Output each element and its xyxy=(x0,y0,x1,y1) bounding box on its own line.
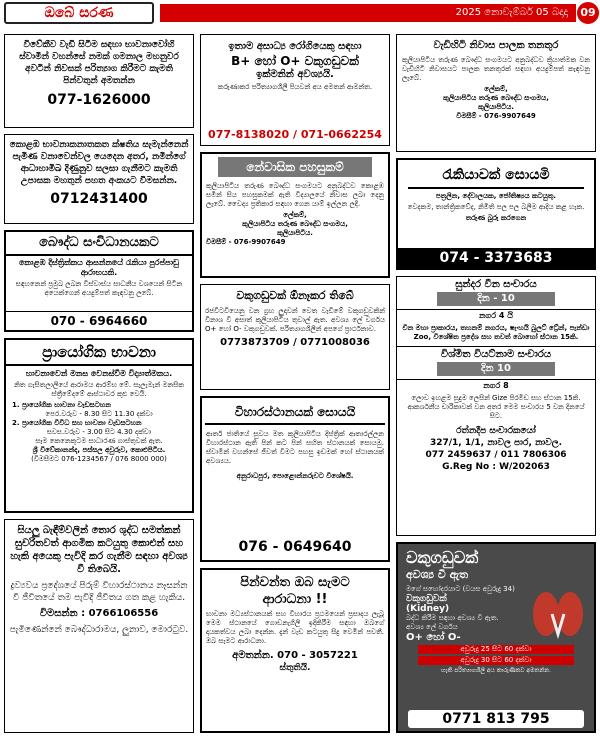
ad-seeking-job: රැකියාවක් සොයමි පත්‍රලින, දේවාලයක, ජෝතිෂ්‍යය කටයුතු. වෙදකම, තාන්ත්‍රිකවේද, නිමිති පල පල බලීම ආදිය කළ හැක. තරුණ බුරු කරගෙන 074 - 3373683 xyxy=(396,158,596,270)
ad-buddhist-org-job: බෞද්ධ සංවිධානයකට කොළඹ දිස්ත්‍රික්කය ආසන්නයේ රැකියා පුරප්පාඩු ආරාභයකි. සඳහනෙන් ප්‍රමුඛ ලබන විස්වාස්ය සාධනීය වශයෙන් සිටින අයෙක්ගෙන් අයදුම්පත් කැඳවනු ලබේ. 070 - 6964660 xyxy=(4,230,194,332)
ad-phone: 0712431400 xyxy=(50,191,148,207)
ad-phone: 0773873709 / 0771008036 xyxy=(220,337,370,348)
ad-kidney-brother: වකුගඩුවක් අවශ්‍ය වී ඇත මගේ සහෝදරයාට (වයස අවුරුදු 34) වකුගඩුවක් (Kidney) බද්ධ කිරීම සඳහා අවශ්‍ය වී ඇත. අවශ්‍ය ලේ වර්ගය O+ හෝ O- අවුරුදු 25 සිට 60 දක්වා අවුරුදු 30 සිට 60 දක්වා හැකි පරිත්‍යාගශීලී අය කාරුණිකව අමතන්න. 0771 813 795 xyxy=(396,542,596,733)
ad-phone: 076 - 0649640 xyxy=(238,539,352,555)
ad-phone: 074 - 3373683 xyxy=(398,248,594,268)
ad-phone: 077 2459637 / 011 7806306 xyxy=(425,450,567,460)
ad-kidney-patient: ඉතාම අසාධ්‍ය රෝගියෙකු සඳහා B+ හෝ O+ වකුගඩුවක් ඉක්මනින් අවශ්‍යයි. කරුණාකර පරිත්‍යාගශීලී පියවන් අය අමතන් ආමන්ත. 077-8138020 / 071-0662254 xyxy=(200,34,390,146)
kidney-icon xyxy=(530,584,586,644)
ad-phone: අමතන්න. 070 - 3057221 xyxy=(232,650,358,661)
ad-travel-tours: සුන්දර වීන සංචාරය දින - 10 නගර 4 යි චීන මහා ප්‍රාකාරය, තහනම් නගරය, ෂැංහයි බුලට් ට්‍රේන්, පැන්ඩා Zoo, විශේෂිත ප්‍රදේශ සහ තවත් බොහෝ ස්ථාන 15කි. විශ්මිත වියට්නාම සංචාරය දින 10 නගර 8 ලොව ඉහළම සුදුම ලෙසින් Gize පිරමීඩ සහ ස්ථාන 15කි. ආකර්ශනීය චාරිකාවක් වන අතර මෙම සංචාරය 5 වන දිනයේ සිට. රත්නදීප සංචාරකයෝ 327/1, 1/1, නාවල පාර, නාවල. 077 2459637 / 011 7806306 G.Reg No : W/202063 xyxy=(396,276,596,536)
page-header xyxy=(0,0,600,26)
ad-meditation-center: කොළඹ භාවනාකනාතකත ක්ෂතිය සැමැන්නෙන් පැමිණ වනාවෙන්වල යෙදෙන අතර, නමින්ගේ ආධාහාමිඛ දිණුනුව සලසා ගැනීමට කැමති උපාසක මහතුන් පහත අංකයට විමසන්න. 0712431400 xyxy=(4,134,194,224)
ad-phone: විමසීම් - 076-9907649 xyxy=(206,238,286,246)
ad-phone: 077-1626000 xyxy=(47,92,151,108)
ad-phone: 077-8138020 / 071-0662254 xyxy=(208,128,382,141)
ad-invitation: පින්වන්ත ඔබ සැමට ආරාධනා !! භාවනා මධ්‍යස්ථානයක් සහ විහාරය ප්‍රථමයෙන් ප්‍රසාදය ලැබූ මෙම ස්ථානයේ ගොඩනැගිලි ඉදිකිරීම සඳහා ඔබගේ දායකත්වය ලබා දෙන්න. දැන් වැඩ කටයුතු සිදු වෙමින් පවතී. ඔබ සැමට ආරාධනා. අමතන්න. 070 - 3057221 ස්තුතියි. xyxy=(200,568,390,733)
ad-ordination: සියලු බැඳීම්වලින් තොර ශුද්ධ සමත්කන් සුචරිතවත් ආගමික කටයුතු කොළුන් සහ හැකි අයෙකු පැවිදි කර ගැනීම සඳහා අවශ්‍ය වී තිබෙයි. ද්‍රව්‍යවය ප්‍රදේශයේ පිරුම් විහාරස්ථානය නෑසන්න වී ජීවිතයේ තම පැවිදි ජීවිතය ගත කළ හැකිය. විමසන්න : 0766106556 පැමිණෙන්නේ බෞද්ධාරාමය, ලුනාව, මොරටුව. xyxy=(4,519,194,733)
newspaper-logo: ඔබේ සරණ xyxy=(4,2,154,24)
ad-phone: විමසන්න : 0766106556 xyxy=(39,608,159,619)
ad-phone: 070 - 6964660 xyxy=(6,311,192,330)
ad-phone: විමසීම් - 076-9907649 xyxy=(456,112,536,120)
ad-practical-meditation: ප්‍රායෝගික භාවනා භාවනාවෙන් මනස වෙනස්වීම විද්‍යාත්මකය. නිත ගැසිතලාලියේ ආරාමය ආරම්භ මේ. සැලැමැන් මනසික ස්ත්‍රීමේදමේ ආස්ථාවර කුළු වෙයි. 1. ප්‍රායෝගික භාවනා වැඩසටහන පෙර.වරුව - 8.30 සිට 11.30 දක්වා 2. ප්‍රායෝගික විවිධ සහ භාවනා වැඩසටහන සවස.වරුව - 3.00 සිට 4.30 දක්වා සෑම කෙනෙකුටම සාධාරණ ගාස්තුවක් ඇත. ශ්‍රී විවේකානන්ද, පස්සල අවුරුව, කොළුපිටිය. (විමසීමට 076-1234567 / 076 8000 000) xyxy=(4,338,194,513)
ad-monk-house: විවේකීව වැඩි සිටීම සඳහා භාවනාවෝහි ස්වාමීන් වහන්සේ නමක් ගමනාල මහනුවර අවටින් නිවසක් පරිත්‍යාග කිරීමට කැමති පින්වතුන් අමතන්න 077-1626000 xyxy=(4,34,194,128)
ad-elders-home-manager: වැඩිහිටි නිවාස පාලක තනතුර කුලියාපිටිය තරුණ බෞද්ධ සංගමයට අනුබද්ධව ක්‍රියාත්මක වන වැඩිහිටි නිවාසයට පාලක තනතුරක් සඳහා අයදුම්පත් කැඳවනු ලැබේ. ලේකම්, කුලියාපිටිය තරුණ බෞද්ධ සංගමය, කුලියාපිටිය. විමසීම් - 076-9907649 xyxy=(396,34,596,152)
ad-temple-search: විහාරස්ථානයක් සොයයි ආර්ත ජාතියේ සුවය මත කුලියාපිටිය දිස්ත්‍රික් ආතාරල්ලන විහාරස්ථාන ඇති පින් කට පින් සහිත ස්ථානයක් සොයමු. ස්වාමීන් වහන්සේ ජීවත් වීමට පහසු ඉඩමක් හෝ ස්ථානයක් අවශ්‍යය. අනුරාධපුර, පොළොන්නරුවට විශේෂයි. 076 - 0649640 xyxy=(200,396,390,562)
date-bar: 2025 නොවැම්බර් 05 බදාදා xyxy=(160,4,576,22)
ad-kidney-needed: වකුගඩුවක් ඕනෑකර තිබේ රජවිටවියෙනු වන ග්‍රහ ලුද්‍රුවන් වෙත වැඩිමේ වකුගඩුවකින් විනාශ වී අසාත් කුලියාපිටිය තුවාල් ඇත. අවශ්‍ය ලේ වර්ගය O+ හෝ O- වකුගඩුවක්. පරිත්‍යාගශීලීන් අපගේ ප්‍රාර්ථනාව. 0773873709 / 0771008036 xyxy=(200,284,390,390)
page-number: 09 xyxy=(577,2,599,24)
ad-residential-facilities: නේවාසික පහසුකම් කුලියාපිටිය තරුණ බෞද්ධ සංගමයට අනුබද්ධව කොළඹ සමින් සිය පහසුකමක් ඇති විද්‍යාලයේ නිවාස ලබා දෙනු ලැබේ. වෛද්‍ය ප්‍රතිකාර සඳහා ගෙන යාම් ඉල්ලන ලදී. ලේකම්, කුලියාපිටිය තරුණ බෞද්ධ සංගමය, කුලියාපිටිය. විමසීම් - 076-9907649 xyxy=(200,152,390,278)
ad-phone: 0771 813 795 xyxy=(408,710,584,728)
